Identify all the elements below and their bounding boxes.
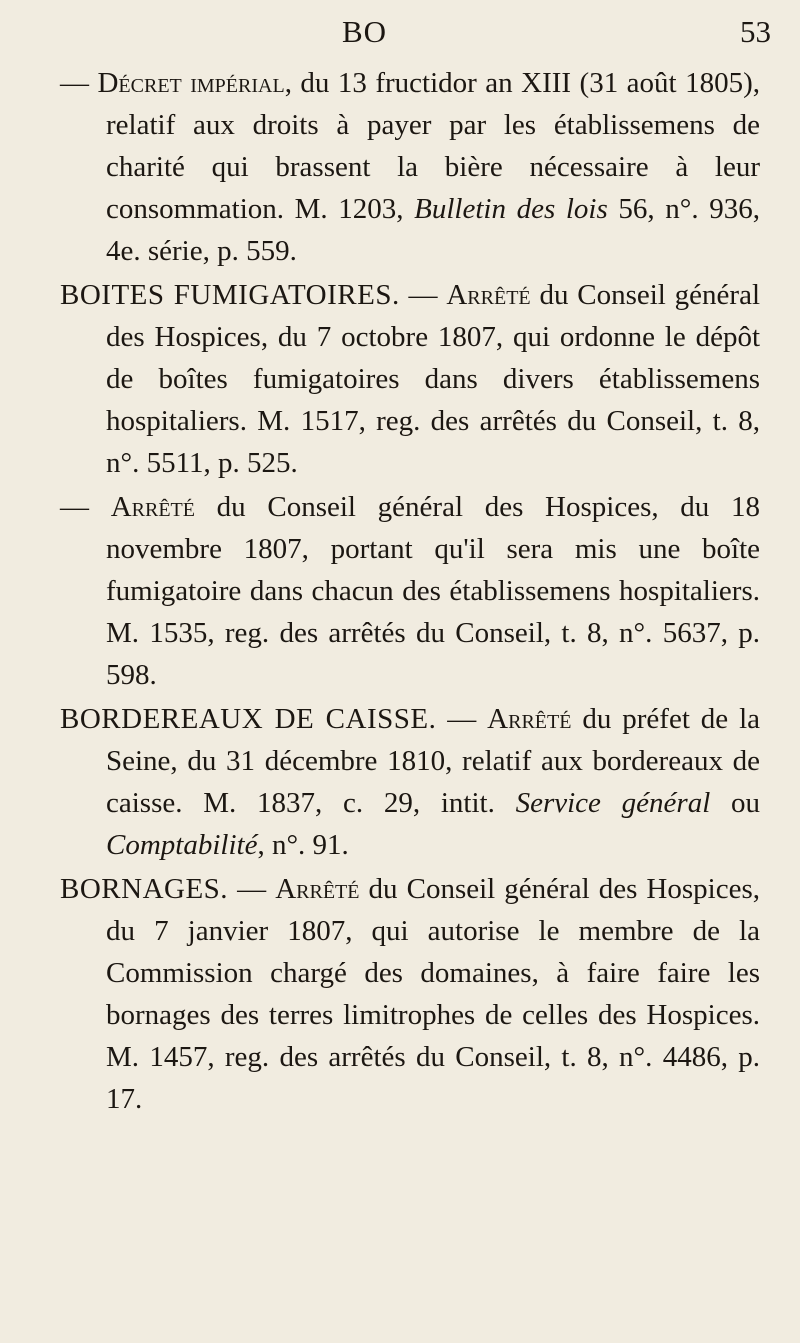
- entry-dash: —: [399, 279, 447, 311]
- entry-text: du préfet de la Seine, du 31 décembre 1810, relatif aux bordereaux de caisse. M. 1837, c. 29, intit.: [106, 703, 761, 819]
- entry-heading: BORDEREAUX DE CAISSE.: [60, 703, 437, 735]
- entry-dash: —: [60, 67, 98, 99]
- entry-text: du Conseil général des Hospices, du 7 janvier 1807, qui autorise le membre de la Commission chargé des domaines, à faire faire les bornages des terres limitrophes de celles des Hospices. M. 1457, reg. des arrêtés du Conseil, t. 8, n°. 4486, p. 17.: [106, 873, 760, 1115]
- section-signature: BO: [342, 14, 388, 49]
- entry-dash: —: [228, 873, 276, 905]
- entry-text: ou: [710, 787, 761, 819]
- entry-dash: —: [436, 703, 488, 735]
- page-header: [0, 12, 800, 62]
- act-type: Arrêté: [446, 279, 531, 311]
- index-entry-bordereaux-de-caisse: [60, 698, 760, 866]
- page-number: 53: [740, 14, 771, 49]
- index-entry-boites-fumigatoires: [60, 274, 760, 484]
- entry-heading: BOITES FUMIGATOIRES.: [60, 279, 400, 311]
- entry-text: , du 13 fructidor an XIII (31 août 1805), relatif aux droits à payer par les établissemens de charité qui brassent la bière nécessaire à leur consommation. M. 1203,: [106, 67, 760, 225]
- index-entry-boite-fumigatoire-etablissemens: [60, 486, 760, 696]
- entry-italic: Comptabilité: [106, 829, 258, 861]
- entry-italic: Bulletin des lois: [414, 193, 608, 225]
- entry-text: , n°. 91.: [257, 829, 349, 861]
- entry-italic: Service général: [515, 787, 711, 819]
- entry-text: 56, n°. 936, 4e. série, p. 559.: [106, 193, 760, 267]
- entry-heading: BORNAGES.: [60, 873, 229, 905]
- entry-text: du Conseil général des Hospices, du 18 novembre 1807, portant qu'il sera mis une boîte fumigatoire dans chacun des établissemens hospitaliers. M. 1535, reg. des arrêtés du Conseil, t. 8, n°. 5637, p. 598.: [106, 491, 761, 691]
- act-type: Arrêté: [275, 873, 360, 905]
- index-entry-bornages: [60, 868, 760, 1120]
- act-type: Arrêté: [487, 703, 572, 735]
- entry-text: du Conseil général des Hospices, du 7 octobre 1807, qui ordonne le dépôt de boîtes fumigatoires dans divers établissemens hospitaliers. M. 1517, reg. des arrêtés du Conseil, t. 8, n°. 5511, p. 525.: [106, 279, 761, 479]
- entry-dash: —: [60, 491, 111, 523]
- act-type: Décret impérial: [97, 67, 285, 99]
- act-type: Arrêté: [110, 491, 195, 523]
- index-entry-decret-brasserie: [60, 62, 760, 272]
